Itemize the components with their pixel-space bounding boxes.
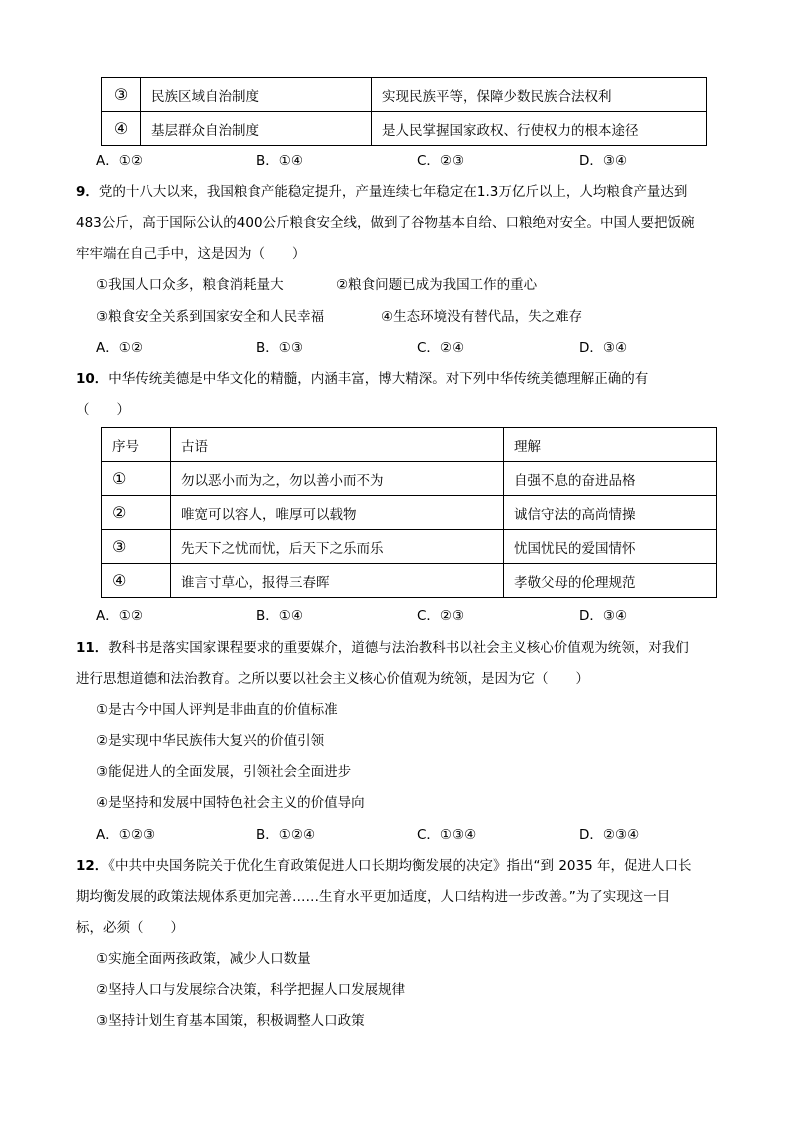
q12-stem-line-2: 期均衡发展的政策法规体系更加完善……生育水平更加适度，人口结构进一步改善。”为了实现这一目 (76, 889, 671, 905)
table-cell-meaning: 孝敬父母的伦理规范 (504, 564, 717, 598)
table-cell-desc: 实现民族平等，保障少数民族合法权利 (372, 78, 707, 112)
q9-stem-text: 党的十八大以来，我国粮食产能稳定提升，产量连续七年稳定在1.3万亿斤以上，人均粮食产量达到 (98, 184, 688, 200)
table-header-meaning: 理解 (504, 428, 717, 462)
q10-stem-text: 中华传统美德是中华文化的精髓，内涵丰富，博大精深。对下列中华传统美德理解正确的有 (108, 371, 649, 387)
q8-option-b: B．①④ (256, 153, 303, 169)
table-header-no: 序号 (102, 428, 171, 462)
q9-stem-line-1 (76, 182, 687, 202)
q9-statement-2: ②粮食问题已成为我国工作的重心 (336, 277, 538, 293)
table-header-saying: 古语 (171, 428, 504, 462)
table-row (102, 78, 707, 112)
question-number: 10． (76, 371, 109, 387)
q9-option-c: C．②④ (417, 340, 465, 356)
table-cell-no: ② (102, 496, 171, 530)
q11-statement-2: ②是实现中华民族伟大复兴的价值引领 (96, 733, 325, 749)
q11-stem-text: 教科书是落实国家课程要求的重要媒介，道德与法治教科书以社会主义核心价值观为统领，对我们 (108, 640, 689, 656)
table-row (102, 112, 707, 146)
q12-statement-1: ①实施全面两孩政策，减少人口数量 (96, 951, 311, 967)
table-cell-saying: 先天下之忧而忧，后天下之乐而乐 (171, 530, 504, 564)
q10-table (101, 427, 717, 598)
q10-option-c: C．②③ (417, 608, 465, 624)
q8-option-d: D．③④ (579, 153, 628, 169)
table-row (102, 564, 717, 598)
question-number: 11． (76, 640, 109, 656)
q9-stem-line-3: 牢牢端在自己手中，这是因为（ ） (76, 246, 306, 262)
table-row (102, 462, 717, 496)
table-cell-no: ④ (102, 112, 141, 146)
q9-stem-line-2: 483公斤，高于国际公认的400公斤粮食安全线，做到了谷物基本自给、口粮绝对安全。中国人要把饭碗 (76, 215, 695, 231)
q9-option-b: B．①③ (256, 340, 303, 356)
q10-option-a: A．①② (96, 608, 143, 624)
q11-option-a: A．①②③ (96, 827, 156, 843)
q8-option-c: C．②③ (417, 153, 465, 169)
q9-option-d: D．③④ (579, 340, 628, 356)
q11-option-d: D．②③④ (579, 827, 640, 843)
q11-stem-line-1 (76, 638, 689, 658)
q11-statement-1: ①是古今中国人评判是非曲直的价值标准 (96, 702, 338, 718)
q11-option-b: B．①②④ (256, 827, 316, 843)
table-cell-no: ③ (102, 78, 141, 112)
table-header-row (102, 428, 717, 462)
q12-statement-3: ③坚持计划生育基本国策，积极调整人口政策 (96, 1013, 365, 1029)
q10-stem-line-2: （ ） (76, 402, 130, 418)
q9-statement-4: ④生态环境没有替代品，失之难存 (381, 309, 583, 325)
table-cell-name: 民族区域自治制度 (141, 78, 372, 112)
table-cell-no: ① (102, 462, 171, 496)
q12-stem-text: 《中共中央国务院关于优化生育政策促进人口长期均衡发展的决定》指出“到 2035 年，促进人口长 (108, 858, 692, 874)
q12-stem-line-1 (76, 856, 691, 876)
q8-table (101, 77, 707, 146)
q12-statement-2: ②坚持人口与发展综合决策，科学把握人口发展规律 (96, 982, 406, 998)
table-cell-saying: 唯宽可以容人，唯厚可以载物 (171, 496, 504, 530)
q9-statement-1: ①我国人口众多，粮食消耗量大 (96, 277, 284, 293)
table-cell-meaning: 自强不息的奋进品格 (504, 462, 717, 496)
table-cell-name: 基层群众自治制度 (141, 112, 372, 146)
question-number: 9． (76, 184, 99, 200)
table-cell-saying: 勿以恶小而为之，勿以善小而不为 (171, 462, 504, 496)
q11-statement-4: ④是坚持和发展中国特色社会主义的价值导向 (96, 795, 365, 811)
q10-stem-line-1 (76, 369, 648, 389)
table-cell-no: ④ (102, 564, 171, 598)
table-row (102, 496, 717, 530)
q9-statement-3: ③粮食安全关系到国家安全和人民幸福 (96, 309, 325, 325)
q8-option-a: A．①② (96, 153, 143, 169)
q10-option-b: B．①④ (256, 608, 303, 624)
table-cell-saying: 谁言寸草心，报得三春晖 (171, 564, 504, 598)
table-cell-meaning: 忧国忧民的爱国情怀 (504, 530, 717, 564)
table-cell-meaning: 诚信守法的高尚情操 (504, 496, 717, 530)
question-number: 12． (76, 858, 109, 874)
q11-stem-line-2: 进行思想道德和法治教育。之所以要以社会主义核心价值观为统领，是因为它（ ） (76, 671, 589, 687)
q9-option-a: A．①② (96, 340, 143, 356)
table-cell-no: ③ (102, 530, 171, 564)
q11-statement-3: ③能促进人的全面发展，引领社会全面进步 (96, 764, 352, 780)
q11-option-c: C．①③④ (417, 827, 477, 843)
table-cell-desc: 是人民掌握国家政权、行使权力的根本途径 (372, 112, 707, 146)
table-row (102, 530, 717, 564)
q12-stem-line-3: 标，必须（ ） (76, 920, 184, 936)
q10-option-d: D．③④ (579, 608, 628, 624)
